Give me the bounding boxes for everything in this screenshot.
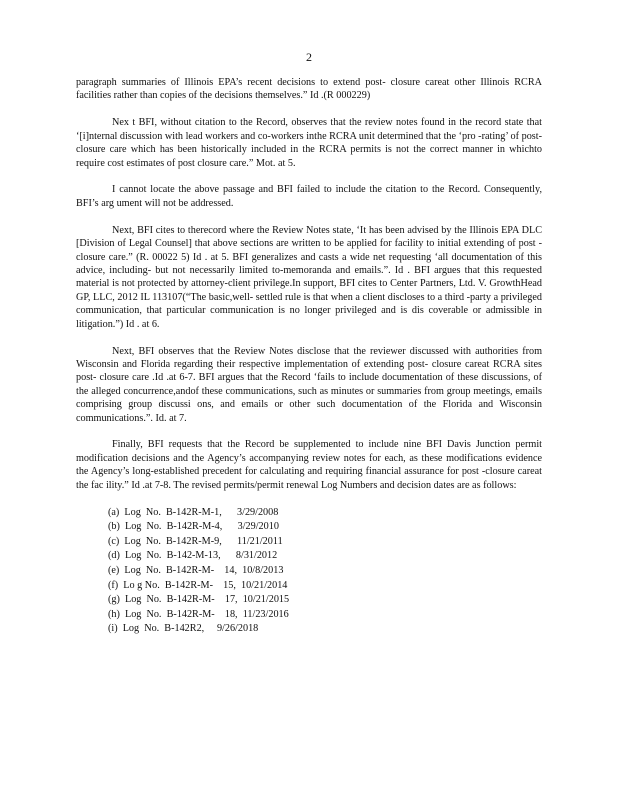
paragraph-legal-counsel: Next, BFI cites to therecord where the Review Notes state, ‘It has been advised by the Illinois EPA DLC [Division of Legal Counsel] that above sections are written to be applied for facility to initial extending of post -closure care.” (R. 00022 5) Id . at 5. BFI generalizes and casts a wide net requesting ‘all documentation of this advice, including- but not necessarily limited to-memoranda and emails.”. Id . BFI argues that this requested material is not protected by attorney-client privilege.In support, BFI cites to Center Partners, Ltd. V. GrowthHead GP, LLC, 2012 IL 113107(“The basic,well- settled rule is that when a client discloses to a third -party a privileged communication, that particular communication is no longer privileged and is dis coverable or admissible in litigation.”) Id . at 6. — [76, 224, 542, 330]
log-number-list — [76, 506, 542, 637]
list-item: (h) Log No. B-142R-M- 18, 11/23/2016 — [108, 608, 289, 620]
list-item: (f) Lo g No. B-142R-M- 15, 10/21/2014 — [108, 579, 288, 591]
paragraph-wisconsin-florida: Next, BFI observes that the Review Notes disclose that the reviewer discussed with authorities from Wisconsin and Florida regarding their respective implementation of extending post- closure careat RCRA sites post- closure care .Id .at 6-7. BFI argues that the Record ‘fails to include documentation of these discussions, of the alleged concurrence,andof these communications, such as minutes or summaries from group meetings, emails comprising group discussi ons, and emails or other such documentation of the Florida and Wisconsin communications.”. Id. at 7. — [76, 345, 542, 424]
list-item: (a) Log No. B-142R-M-1, 3/29/2008 — [108, 506, 279, 518]
paragraph-summary-continuation: paragraph summaries of Illinois EPA’s recent decisions to extend post- closure careat other Illinois RCRA facilities rather than copies of the decisions themselves.” Id .(R 000229) — [76, 77, 542, 102]
list-item: (d) Log No. B-142-M-13, 8/31/2012 — [108, 550, 278, 562]
list-item: (b) Log No. B-142R-M-4, 3/29/2010 — [108, 521, 279, 533]
list-item: (i) Log No. B-142R2, 9/26/2018 — [108, 623, 259, 635]
paragraph-citation-missing: I cannot locate the above passage and BFI failed to include the citation to the Record. Consequently, BFI’s arg ument will not be addressed. — [76, 184, 542, 209]
list-item: (g) Log No. B-142R-M- 17, 10/21/2015 — [108, 594, 290, 606]
page-number: 2 — [306, 50, 312, 64]
list-item: (e) Log No. B-142R-M- 14, 10/8/2013 — [108, 564, 284, 576]
list-item: (c) Log No. B-142R-M-9, 11/21/2011 — [108, 535, 283, 547]
paragraph-review-notes: Nex t BFI, without citation to the Record, observes that the review notes found in the record state that ‘[i]nternal discussion with lead workers and co-workers inthe RCRA unit determined that the ‘pro -rating’ of post- closure care which has been historically included in the RCRA permits is not the correct manner in whichto require cost estimates of post closure care.” Mot. at 5. — [76, 117, 542, 169]
document-body — [76, 76, 542, 637]
paragraph-supplement-request: Finally, BFI requests that the Record be supplemented to include nine BFI Davis Junction permit modification decisions and the Agency’s accompanying review notes for each, as these modifications evidence the Agency’s long-established precedent for calculating and requiring financial assurance for post -closure careat the fac ility.” Id .at 7-8. The revised permits/permit renewal Log Numbers and decision dates are as follows: — [76, 439, 542, 491]
